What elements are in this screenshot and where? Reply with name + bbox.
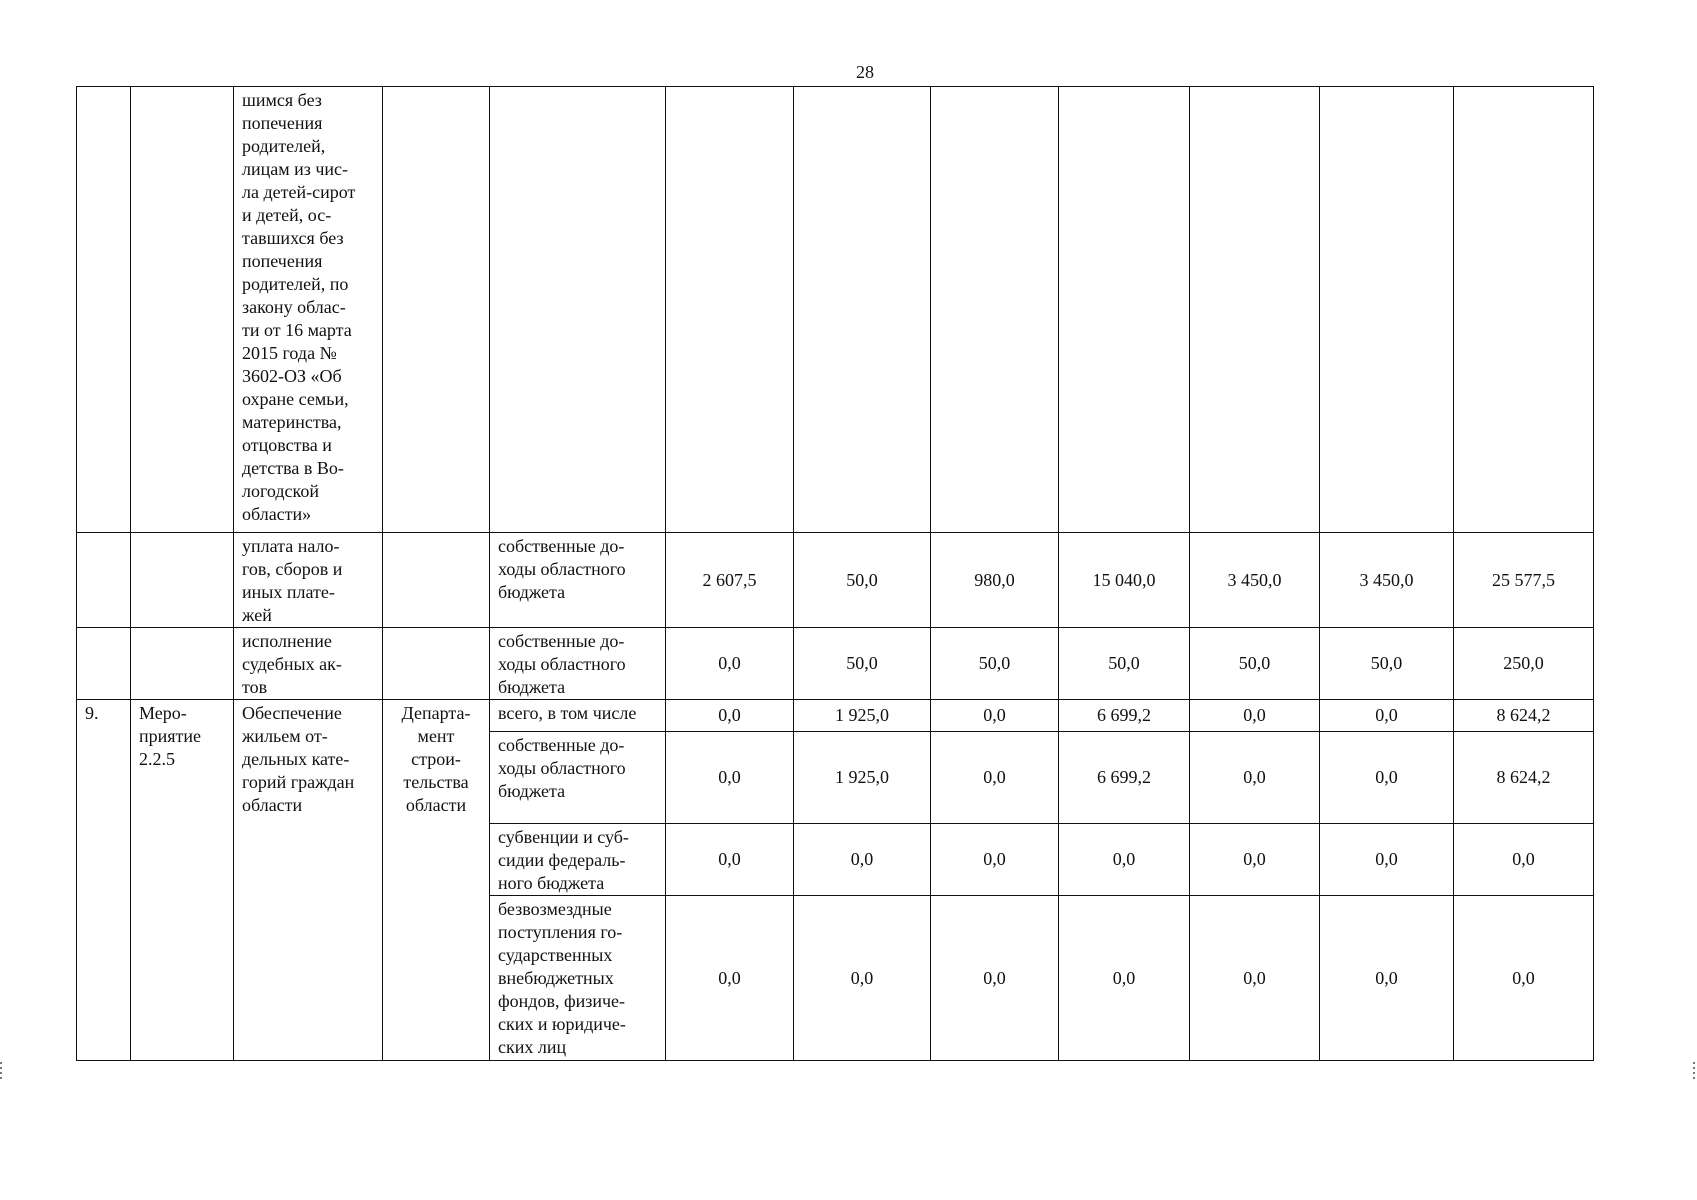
cell-value: 0,0	[1320, 824, 1454, 896]
text-line: родителей, по	[242, 274, 349, 294]
text-line: детства в Во-	[242, 458, 344, 478]
text-line: области	[242, 795, 303, 815]
text-line: области	[405, 795, 467, 815]
cell-value: 2 607,5	[666, 533, 794, 628]
cell-value: 6 699,2	[1059, 732, 1190, 824]
text-line: всего, в том числе	[498, 703, 637, 723]
cell-source	[490, 700, 666, 732]
text-line: ских и юридиче-	[498, 1014, 626, 1034]
cell-value: 50,0	[794, 533, 931, 628]
cell-value: 0,0	[931, 896, 1059, 1061]
cell-value: 50,0	[1190, 628, 1320, 700]
table-row-measure-total	[77, 700, 1594, 732]
cell-value: 0,0	[1320, 700, 1454, 732]
text-line: Меро-	[139, 703, 187, 723]
cell-value: 0,0	[931, 732, 1059, 824]
text-line: внебюджетных	[498, 968, 614, 988]
text-line: лицам из чис-	[242, 159, 349, 179]
scan-mark-right	[1693, 1062, 1695, 1082]
cell-value: 50,0	[1320, 628, 1454, 700]
text-line: безвозмездные	[498, 899, 612, 919]
cell-value: 50,0	[931, 628, 1059, 700]
text-line: области»	[242, 504, 312, 524]
cell-value: 0,0	[1059, 896, 1190, 1061]
cell-number	[77, 628, 131, 700]
text-line: ских лиц	[498, 1037, 567, 1057]
budget-table	[76, 86, 1594, 1061]
text-line: тельства	[403, 772, 469, 792]
text-line: шимся без	[242, 90, 322, 110]
cell-value: 25 577,5	[1454, 533, 1594, 628]
cell-value: 0,0	[794, 896, 931, 1061]
cell-value: 50,0	[794, 628, 931, 700]
text-line: собственные до-	[498, 536, 625, 556]
text-line: ходы областного	[498, 559, 626, 579]
cell-source	[490, 533, 666, 628]
text-line: логодской	[242, 481, 320, 501]
table-row-taxes	[77, 533, 1594, 628]
cell-value: 0,0	[1190, 824, 1320, 896]
text-line: ла детей-сирот	[242, 182, 356, 202]
text-line: собственные до-	[498, 735, 625, 755]
table-row-continued	[77, 87, 1594, 533]
text-line: отцовства и	[242, 435, 332, 455]
text-line: приятие	[139, 726, 202, 746]
text-line: 2015 года №	[242, 343, 337, 363]
text-line: субвенции и суб-	[498, 827, 629, 847]
text-line: бюджета	[498, 582, 566, 602]
text-line: исполнение	[242, 631, 332, 651]
text-line: фондов, физиче-	[498, 991, 626, 1011]
text-line: мент	[417, 726, 455, 746]
cell-value: 15 040,0	[1059, 533, 1190, 628]
cell-value: 8 624,2	[1454, 732, 1594, 824]
cell-value: 6 699,2	[1059, 700, 1190, 732]
cell-value: 8 624,2	[1454, 700, 1594, 732]
cell-description	[234, 700, 383, 1061]
text-line: тов	[242, 677, 268, 697]
text-line: тавшихся без	[242, 228, 344, 248]
cell-number	[77, 87, 131, 533]
cell-executor	[383, 87, 490, 533]
cell-title	[131, 87, 234, 533]
text-line: охране семьи,	[242, 389, 349, 409]
cell-value: 0,0	[1190, 732, 1320, 824]
text-line: ного бюджета	[498, 873, 605, 893]
cell-number	[77, 533, 131, 628]
cell-value: 0,0	[931, 824, 1059, 896]
cell-value: 0,0	[666, 824, 794, 896]
cell-source	[490, 732, 666, 824]
text-line: ходы областного	[498, 758, 626, 778]
text-line: бюджета	[498, 781, 566, 801]
text-line: материнства,	[242, 412, 342, 432]
text-line: ти от 16 марта	[242, 320, 352, 340]
cell-value: 0,0	[794, 824, 931, 896]
cell-value: 0,0	[666, 700, 794, 732]
cell-value: 1 925,0	[794, 732, 931, 824]
text-line: закону облас-	[242, 297, 346, 317]
cell-value: 3 450,0	[1190, 533, 1320, 628]
text-line: сидии федераль-	[498, 850, 626, 870]
text-line: иных плате-	[242, 582, 335, 602]
cell-source	[490, 824, 666, 896]
cell-value: 0,0	[931, 700, 1059, 732]
cell-description	[234, 533, 383, 628]
cell-value: 0,0	[1190, 896, 1320, 1061]
cell-value	[666, 87, 794, 533]
text-line: горий граждан	[242, 772, 355, 792]
text-line: сударственных	[498, 945, 613, 965]
text-line: поступления го-	[498, 922, 623, 942]
text-line: 3602-ОЗ «Об	[242, 366, 342, 386]
cell-value	[1454, 87, 1594, 533]
cell-source	[490, 87, 666, 533]
cell-value: 0,0	[1059, 824, 1190, 896]
cell-value: 0,0	[666, 896, 794, 1061]
text-line: жильем от-	[242, 726, 328, 746]
text-line: Департа-	[401, 703, 471, 723]
cell-value	[931, 87, 1059, 533]
cell-number: 9.	[77, 700, 131, 1061]
cell-description	[234, 87, 383, 533]
cell-value: 0,0	[1320, 896, 1454, 1061]
text-line: уплата нало-	[242, 536, 340, 556]
cell-value: 1 925,0	[794, 700, 931, 732]
cell-value: 250,0	[1454, 628, 1594, 700]
cell-title	[131, 628, 234, 700]
text-line: родителей,	[242, 136, 326, 156]
cell-value: 0,0	[1454, 896, 1594, 1061]
text-line: строи-	[411, 749, 461, 769]
cell-title	[131, 533, 234, 628]
cell-value: 0,0	[1190, 700, 1320, 732]
table-row-court	[77, 628, 1594, 700]
cell-value	[794, 87, 931, 533]
cell-value: 0,0	[1454, 824, 1594, 896]
cell-value: 980,0	[931, 533, 1059, 628]
cell-source	[490, 628, 666, 700]
text-line: Обеспечение	[242, 703, 342, 723]
cell-value: 3 450,0	[1320, 533, 1454, 628]
page-number: 28	[856, 62, 874, 82]
text-line: собственные до-	[498, 631, 625, 651]
text-line: и детей, ос-	[242, 205, 332, 225]
text-line: попечения	[242, 113, 323, 133]
cell-value: 0,0	[666, 732, 794, 824]
cell-executor	[383, 700, 490, 1061]
cell-executor	[383, 533, 490, 628]
text-line: попечения	[242, 251, 323, 271]
cell-title	[131, 700, 234, 1061]
cell-executor	[383, 628, 490, 700]
text-line: гов, сборов и	[242, 559, 343, 579]
cell-source	[490, 896, 666, 1061]
cell-value	[1059, 87, 1190, 533]
scan-mark-left	[0, 1062, 2, 1082]
cell-value: 0,0	[666, 628, 794, 700]
cell-value: 50,0	[1059, 628, 1190, 700]
text-line: 2.2.5	[139, 749, 175, 769]
cell-value: 0,0	[1320, 732, 1454, 824]
cell-value	[1190, 87, 1320, 533]
text-line: дельных кате-	[242, 749, 350, 769]
text-line: жей	[242, 605, 272, 625]
cell-value	[1320, 87, 1454, 533]
cell-description	[234, 628, 383, 700]
text-line: судебных ак-	[242, 654, 342, 674]
text-line: бюджета	[498, 677, 566, 697]
text-line: ходы областного	[498, 654, 626, 674]
